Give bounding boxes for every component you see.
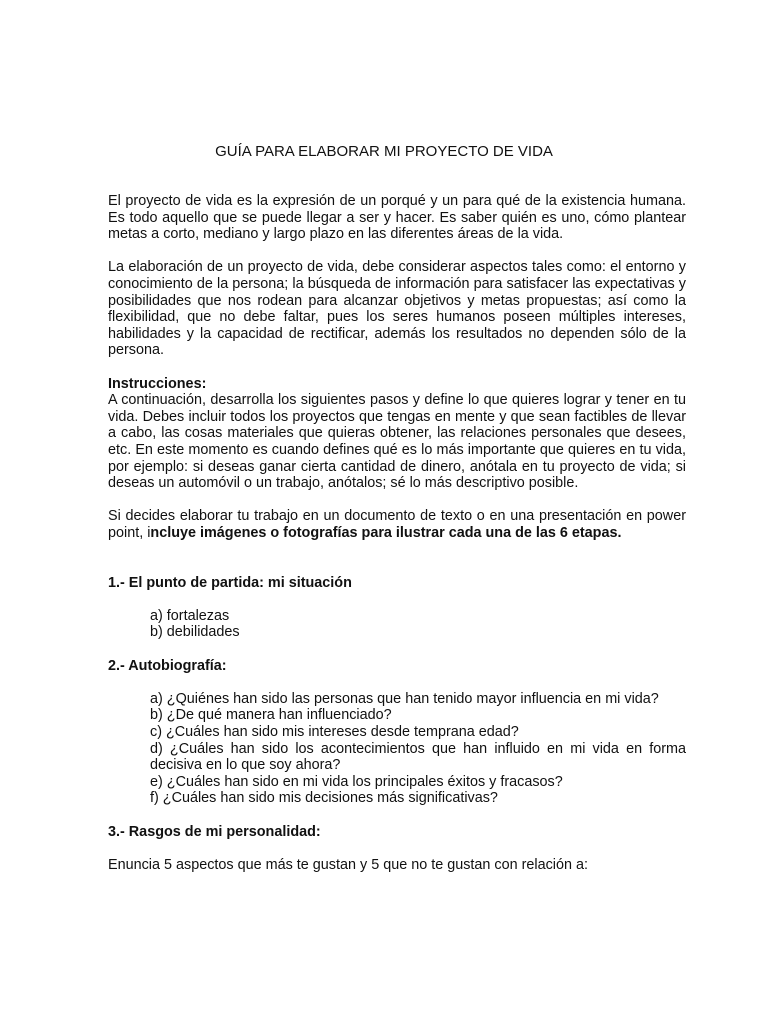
- section-1-list: [108, 608, 686, 641]
- list-item: b) ¿De qué manera han influenciado?: [150, 707, 392, 724]
- section-2-list: [108, 691, 686, 807]
- list-item: d) ¿Cuáles han sido los acontecimientos que han influido en mi vida en forma decisiva en lo que soy ahora?: [150, 740, 686, 774]
- instructions-heading: Instrucciones:: [108, 375, 207, 392]
- document-body: [108, 193, 686, 873]
- intro-paragraph-2: La elaboración de un proyecto de vida, debe considerar aspectos tales como: el entorno y conocimiento de la persona; la búsqueda de información para satisfacer las expectativas y posibilidades que nos rodean para alcanzar objetivos y metas propuestas; así como la flexibilidad, que no debe faltar, pues los seres humanos poseen múltiples intereses, habilidades y la capacidad de rectificar, además los resultados no dependen sólo de la persona.: [108, 259, 686, 359]
- document-title: GUÍA PARA ELABORAR MI PROYECTO DE VIDA: [215, 143, 553, 160]
- format-text-plain: Si decides elaborar tu trabajo en un documento de texto o en una presentación en power point, i: [108, 508, 686, 541]
- list-item: e) ¿Cuáles han sido en mi vida los principales éxitos y fracasos?: [150, 773, 563, 790]
- section-3-heading: 3.- Rasgos de mi personalidad:: [108, 823, 321, 840]
- instructions-paragraph: A continuación, desarrolla los siguientes pasos y define lo que quieres lograr y tener en tu vida. Debes incluir todos los proyectos que tengas en mente y que sean factibles de llevar a cabo, las cosas materiales que quieras obtener, las relaciones personales que desees, etc. En este momento es cuando defines qué es lo más importante que quieres en tu vida, por ejemplo: si deseas ganar cierta cantidad de dinero, anótala en tu proyecto de vida; si deseas un automóvil o un trabajo, anótalos; sé lo más descriptivo posible.: [108, 392, 686, 492]
- list-item: a) fortalezas: [150, 607, 230, 624]
- section-3-text: Enuncia 5 aspectos que más te gustan y 5 que no te gustan con relación a:: [108, 856, 589, 873]
- format-paragraph: [108, 508, 686, 541]
- list-item: b) debilidades: [150, 624, 240, 641]
- section-2-heading: 2.- Autobiografía:: [108, 657, 227, 674]
- list-item: c) ¿Cuáles han sido mis intereses desde temprana edad?: [150, 724, 519, 740]
- intro-paragraph-1: El proyecto de vida es la expresión de un porqué y un para qué de la existencia humana. Es todo aquello que se puede llegar a ser y hacer. Es saber quién es uno, cómo plantear metas a corto, mediano y largo plazo en las diferentes áreas de la vida.: [108, 193, 686, 243]
- list-item: a) ¿Quiénes han sido las personas que han tenido mayor influencia en mi vida?: [150, 690, 659, 707]
- section-1-heading: 1.- El punto de partida: mi situación: [108, 574, 352, 591]
- format-text-bold: ncluye imágenes o fotografías para ilustrar cada una de las 6 etapas.: [150, 524, 622, 541]
- list-item: f) ¿Cuáles han sido mis decisiones más significativas?: [150, 790, 498, 807]
